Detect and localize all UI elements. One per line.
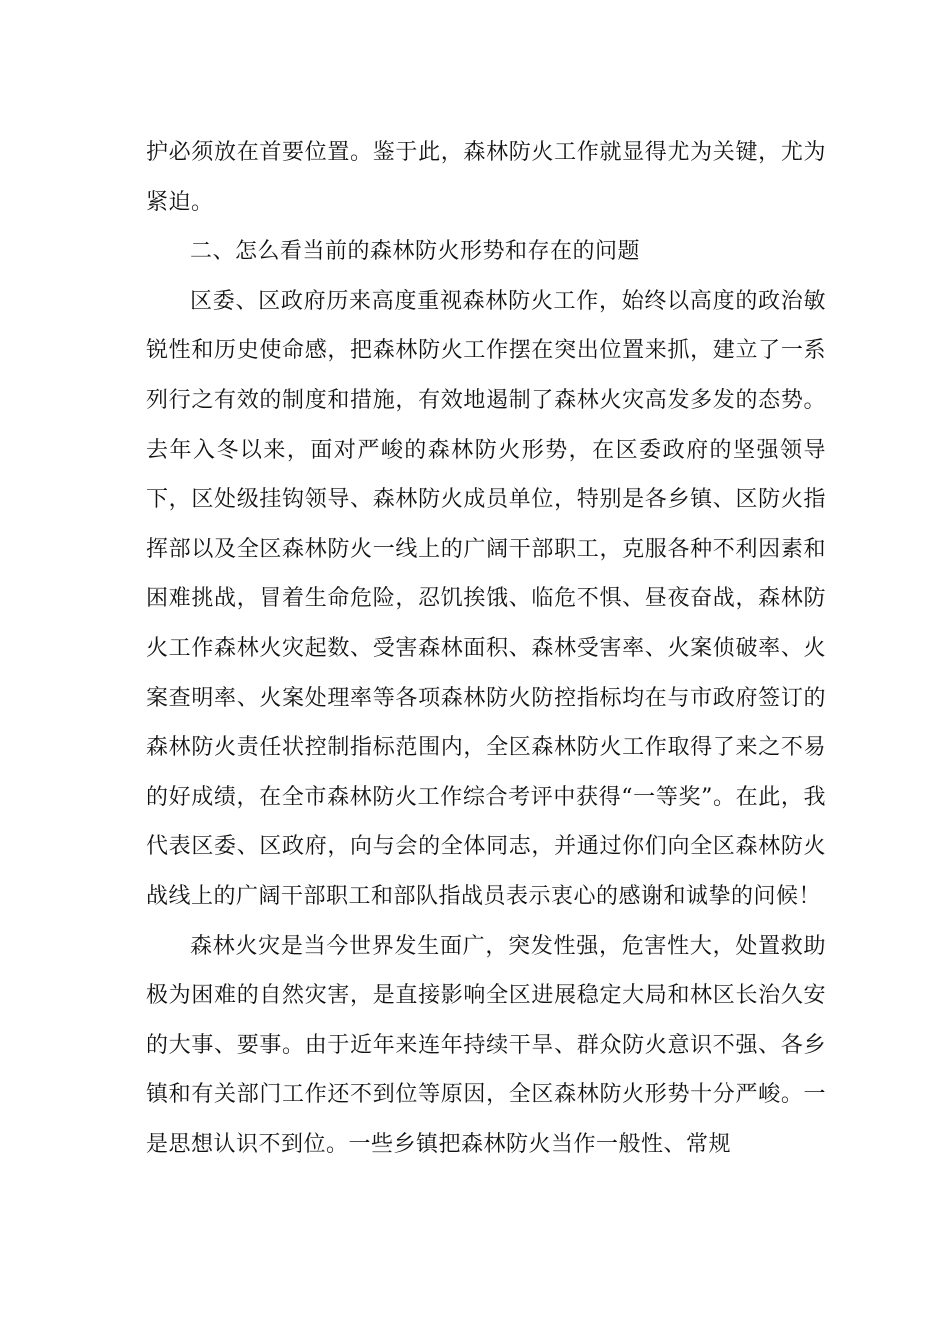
paragraph-problems: 森林火灾是当今世界发生面广，突发性强，危害性大，处置救助极为困难的自然灾害，是直接影响全区进展稳定大局和林区长治久安的大事、要事。由于近年来连年持续干旱、群众防火意识不强、各乡镇和有关部门工作还不到位等原因，全区森林防火形势十分严峻。一是思想认识不到位。一些乡镇把森林防火当作一般性、常规 [146,933,826,1157]
paragraph-situation: 区委、区政府历来高度重视森林防火工作，始终以高度的政治敏锐性和历史使命感，把森林防火工作摆在突出位置来抓，建立了一系列行之有效的制度和措施，有效地遏制了森林火灾高发多发的态势。去年入冬以来，面对严峻的森林防火形势，在区委政府的坚强领导下，区处级挂钩领导、森林防火成员单位，特别是各乡镇、区防火指挥部以及全区森林防火一线上的广阔干部职工，克服各种不利因素和困难挑战，冒着生命危险，忍饥挨饿、临危不惧、昼夜奋战，森林防火工作森林火灾起数、受害森林面积、森林受害率、火案侦破率、火案查明率、火案处理率等各项森林防火防控指标均在与市政府签订的森林防火责任状控制指标范围内，全区森林防火工作取得了来之不易的好成绩，在全市森林防火工作综合考评中获得“一等奖”。在此，我代表区委、区政府，向与会的全体同志，并通过你们向全区森林防火战线上的广阔干部职工和部队指战员表示衷心的感谢和诚挚的问候！ [146,288,826,909]
body-text [146,128,826,1169]
paragraph-continuation: 护必须放在首要位置。鉴于此，森林防火工作就显得尤为关键，尤为紧迫。 [146,140,826,215]
section-heading: 二、怎么看当前的森林防火形势和存在的问题 [190,239,641,265]
